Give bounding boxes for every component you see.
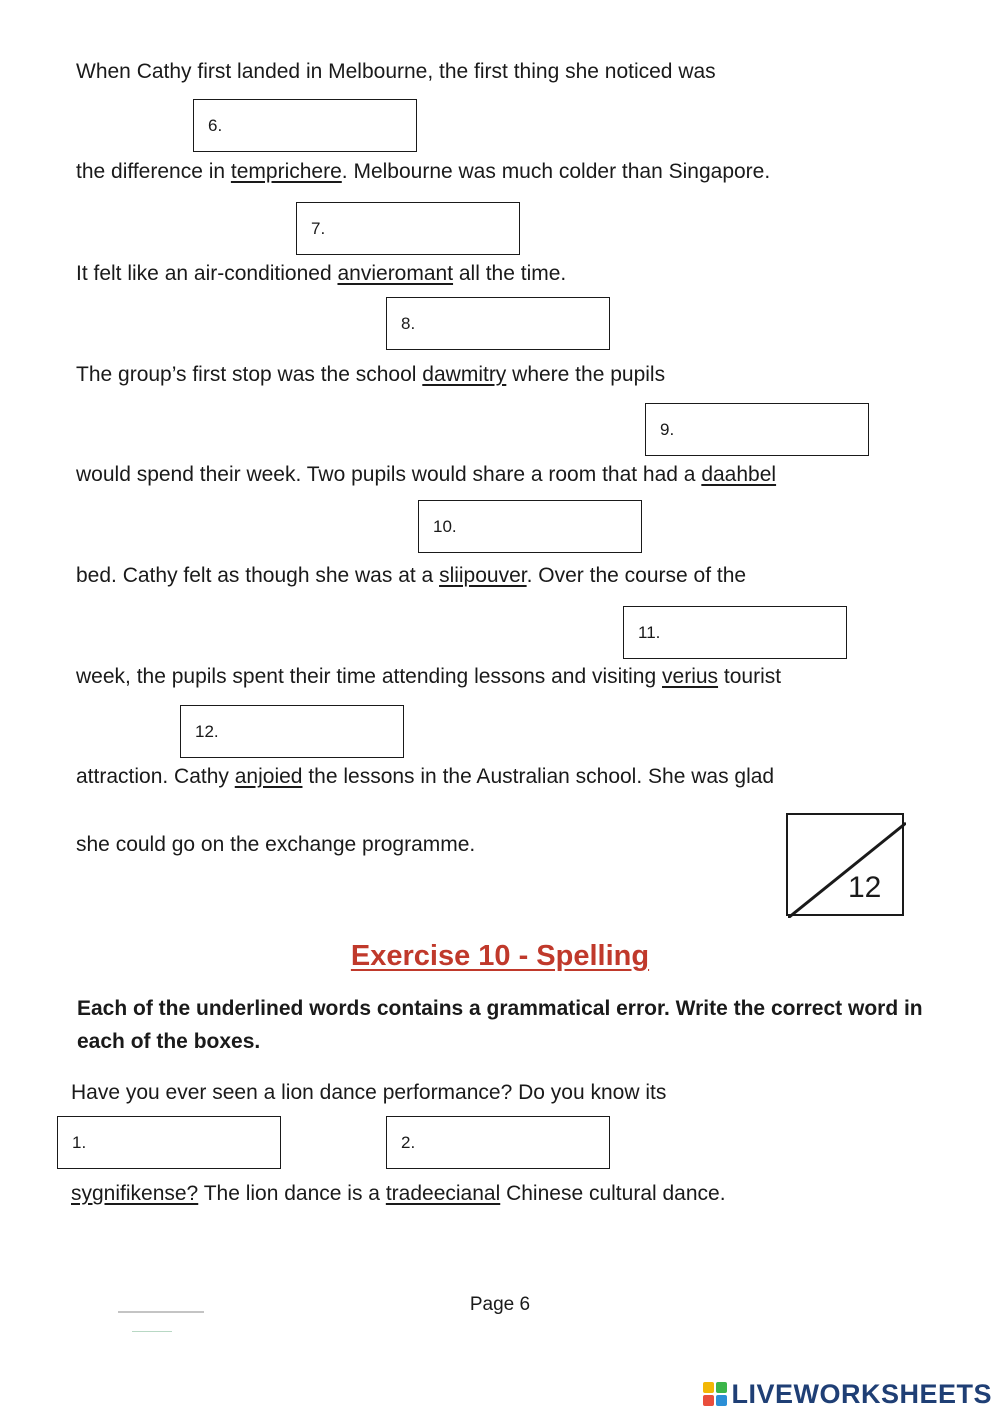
sentence-text: The lion dance is a [198, 1182, 386, 1205]
score-total: 12 [848, 871, 882, 904]
answer-box-7 [296, 202, 520, 255]
logo-square [703, 1382, 714, 1393]
sentence-text: where the pupils [506, 363, 666, 386]
passage-line [76, 159, 770, 185]
misspelled-word: sliipouver [439, 564, 527, 587]
answer-box-label: 11. [638, 623, 661, 642]
answer-box-1 [57, 1116, 281, 1169]
brand-name: LIVEWORKSHEETS [731, 1378, 992, 1409]
exercise-line [71, 1080, 666, 1106]
logo-square [703, 1395, 714, 1406]
answer-input-12[interactable] [221, 716, 397, 748]
answer-input-1[interactable] [98, 1127, 274, 1159]
answer-box-label: 1. [72, 1133, 87, 1152]
misspelled-word: dawmitry [422, 363, 507, 386]
exercise-title: Exercise 10 - Spelling [350, 940, 650, 972]
sentence-text: the lessons in the Australian school. She was glad [302, 765, 775, 788]
answer-box-label: 12. [195, 722, 219, 741]
exercise-instruction: Each of the underlined words contains a grammatical error. Write the correct word in each of the boxes. [77, 997, 923, 1053]
sentence-text: week, the pupils spent their time attending lessons and visiting [76, 665, 663, 688]
misspelled-word: anjoied [234, 765, 303, 788]
passage-line [76, 832, 475, 858]
passage-line [76, 462, 776, 488]
passage-line [76, 764, 774, 790]
answer-box-10 [418, 500, 642, 553]
sentence-text: It felt like an air-conditioned [76, 262, 338, 285]
misspelled-word: tradeecianal [385, 1182, 501, 1205]
misspelled-word: daahbel [701, 463, 777, 486]
answer-input-11[interactable] [664, 617, 840, 649]
sentence-text: Have you ever seen a lion dance performance? Do you know its [71, 1081, 667, 1104]
brand-logo[interactable] [703, 1378, 992, 1410]
answer-input-10[interactable] [459, 511, 635, 543]
passage-line [76, 362, 665, 388]
passage-line [76, 59, 716, 85]
answer-box-label: 9. [660, 420, 675, 439]
answer-input-2[interactable] [427, 1127, 603, 1159]
sentence-text: she could go on the exchange programme. [76, 833, 476, 856]
answer-box-label: 2. [401, 1133, 416, 1152]
answer-input-8[interactable] [427, 308, 603, 340]
answer-box-2 [386, 1116, 610, 1169]
score-box [786, 813, 904, 916]
logo-square [716, 1382, 727, 1393]
misspelled-word: temprichere [230, 160, 342, 183]
sentence-text: tourist [718, 665, 782, 688]
sentence-text: bed. Cathy felt as though she was at a [76, 564, 440, 587]
answer-box-12 [180, 705, 404, 758]
answer-box-8 [386, 297, 610, 350]
sentence-text: the difference in [76, 160, 231, 183]
liveworksheets-logo-icon [703, 1382, 727, 1406]
answer-box-label: 10. [433, 517, 457, 536]
passage-line [76, 261, 566, 287]
page-number: Page 6 [469, 1294, 531, 1315]
passage-line [76, 563, 746, 589]
answer-box-label: 6. [208, 116, 223, 135]
misspelled-word: sygnifikense? [71, 1182, 199, 1205]
misspelled-word: verius [662, 665, 719, 688]
sentence-text: . Over the course of the [526, 564, 747, 587]
sentence-text: The group’s first stop was the school [76, 363, 423, 386]
answer-input-7[interactable] [337, 213, 513, 245]
score-divider [788, 815, 906, 918]
exercise-line [71, 1181, 726, 1207]
sentence-text: When Cathy first landed in Melbourne, the first thing she noticed was [76, 60, 716, 83]
answer-input-6[interactable] [234, 110, 410, 142]
answer-box-6 [193, 99, 417, 152]
sentence-text: would spend their week. Two pupils would share a room that had a [76, 463, 702, 486]
sentence-text: Chinese cultural dance. [500, 1182, 726, 1205]
logo-square [716, 1395, 727, 1406]
answer-input-9[interactable] [686, 414, 862, 446]
answer-box-label: 8. [401, 314, 416, 333]
sentence-text: all the time. [453, 262, 567, 285]
answer-box-label: 7. [311, 219, 326, 238]
misspelled-word: anvieromant [337, 262, 454, 285]
scan-smudge [132, 1331, 172, 1332]
answer-box-11 [623, 606, 847, 659]
answer-box-9 [645, 403, 869, 456]
passage-line [76, 664, 781, 690]
sentence-text: . Melbourne was much colder than Singapore. [341, 160, 771, 183]
sentence-text: attraction. Cathy [76, 765, 235, 788]
